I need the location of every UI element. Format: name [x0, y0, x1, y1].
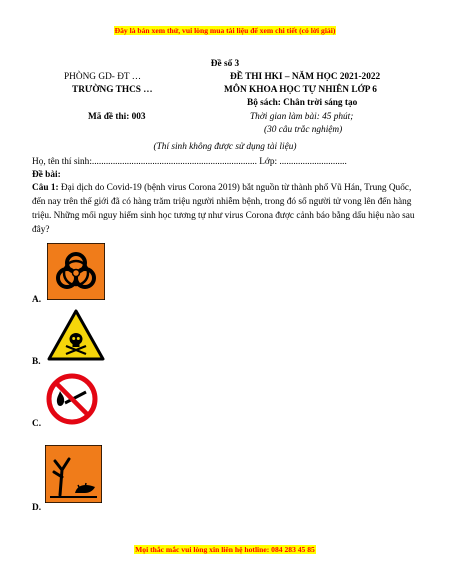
option-b-label: B.	[32, 357, 41, 367]
preview-banner	[0, 26, 450, 35]
biohazard-icon	[47, 243, 105, 300]
time-limit: Thời gian làm bài: 45 phút;	[250, 112, 354, 122]
book-series: Bộ sách: Chân trời sáng tạo	[247, 98, 358, 108]
department: PHÒNG GD- ĐT …	[64, 72, 142, 82]
no-materials-note: (Thí sinh không được sử dụng tài liệu)	[153, 142, 297, 152]
exam-code: Mã đề thi: 003	[88, 112, 146, 122]
preview-banner-text: Đây là bản xem thử, vui lòng mua tài liệu để xem chi tiết (có lời giải)	[114, 26, 336, 35]
toxic-skull-icon	[47, 309, 105, 361]
question-1	[32, 181, 420, 237]
exam-number: Đề số 3	[210, 59, 240, 69]
hotline-banner	[0, 545, 450, 554]
environmental-hazard-icon	[45, 445, 102, 503]
option-a-label: A.	[32, 295, 42, 305]
section-heading: Đề bài:	[32, 170, 61, 180]
question-label: Câu 1:	[32, 183, 59, 193]
questions-count: (30 câu trắc nghiệm)	[264, 125, 343, 135]
option-c-label: C.	[32, 419, 42, 429]
option-d-label: D.	[32, 503, 42, 513]
subject-title: MÔN KHOA HỌC TỰ NHIÊN LỚP 6	[224, 85, 377, 95]
question-text: Đại dịch do Covid-19 (bệnh virus Corona 2019) bắt nguồn từ thành phố Vũ Hán, Trung Quốc, đến nay trên thế giới đã có hàng trăm triệu người nhiễm bệnh, trong đó số người tử vong lên đến hàng triệu. Những mối nguy hiểm sinh học tương tự như virus Corona được cảnh báo bằng dấu hiệu nào sau đây?	[32, 183, 415, 235]
exam-title: ĐỀ THI HKI – NĂM HỌC 2021-2022	[230, 72, 381, 82]
school-name: TRƯỜNG THCS …	[72, 85, 153, 95]
hotline-banner-text: Mọi thắc mắc vui lòng xin liên hệ hotline: 084 283 45 85	[135, 545, 315, 554]
student-info-line: Họ, tên thí sinh:....................................................................... Lớp: .............................	[32, 157, 347, 167]
no-open-flame-icon	[45, 372, 99, 426]
